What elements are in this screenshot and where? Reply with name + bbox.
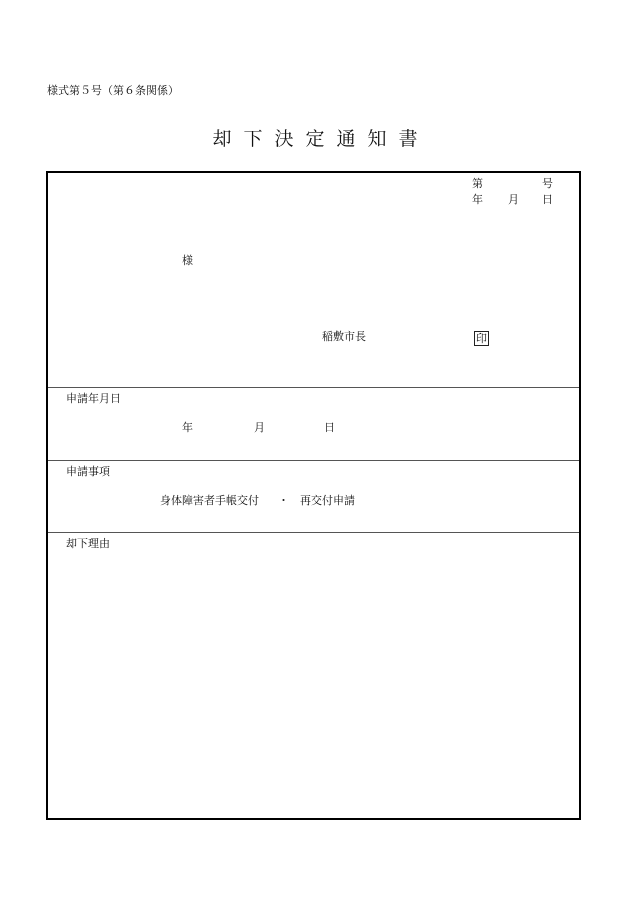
application-date-day: 日 <box>324 421 335 434</box>
issuer: 稲敷市長 <box>322 330 366 343</box>
application-item-separator: ・ <box>278 494 289 507</box>
number-prefix: 第 <box>472 177 483 190</box>
seal-mark <box>474 327 489 346</box>
form-frame <box>46 171 581 820</box>
divider <box>48 460 579 461</box>
divider <box>48 532 579 533</box>
application-date-month: 月 <box>254 421 265 434</box>
number-suffix: 号 <box>542 177 553 190</box>
addressee-suffix: 様 <box>182 254 193 267</box>
form-number: 様式第５号（第６条関係） <box>47 84 179 97</box>
date-month: 月 <box>508 193 519 206</box>
rejection-reason-label: 却下理由 <box>66 537 110 550</box>
application-item-label: 申請事項 <box>66 465 110 478</box>
application-item-left: 身体障害者手帳交付 <box>160 494 259 507</box>
application-date-label: 申請年月日 <box>66 392 121 405</box>
seal-label: 印 <box>476 332 487 345</box>
date-year: 年 <box>472 193 483 206</box>
document-title: 却下決定通知書 <box>212 128 430 150</box>
application-date-year: 年 <box>182 421 193 434</box>
divider <box>48 387 579 388</box>
date-day: 日 <box>542 193 553 206</box>
application-item-right: 再交付申請 <box>300 494 355 507</box>
